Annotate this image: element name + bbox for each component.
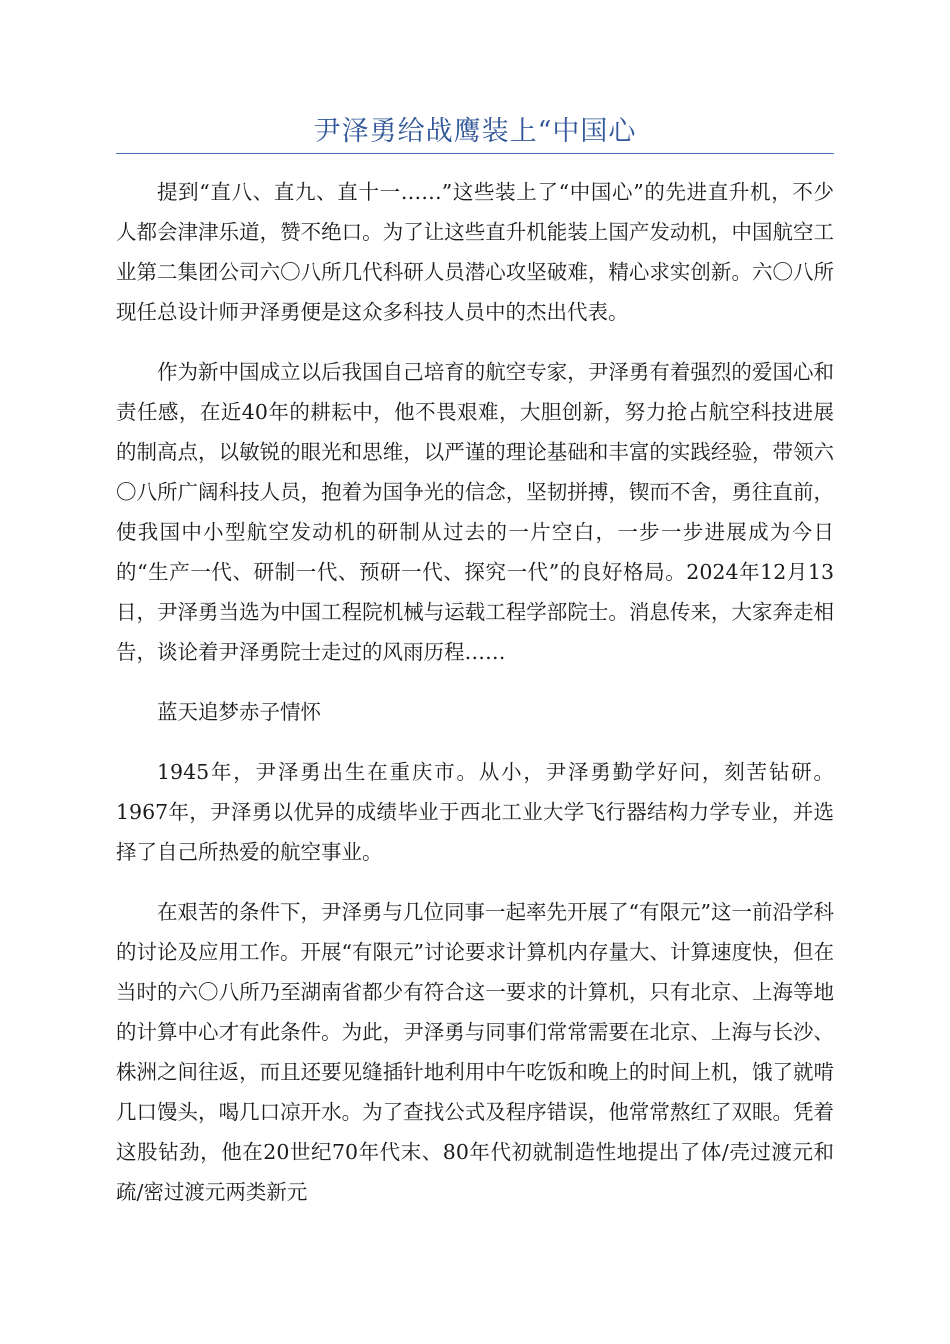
document-title: 尹泽勇给战鹰装上“中国心 [313,116,637,147]
paragraph: 提到“直八、直九、直十一……”这些装上了“中国心”的先进直升机，不少人都会津津乐道，赞不绝口。为了让这些直升机能装上国产发动机，中国航空工业第二集团公司六〇八所几代科研人员潜心攻坚破难，精心求实创新。六〇八所现任总设计师尹泽勇便是这众多科技人员中的杰出代表。 [116,180,834,324]
paragraph: 作为新中国成立以后我国自己培育的航空专家，尹泽勇有着强烈的爱国心和责任感，在近40年的耕耘中，他不畏艰难，大胆创新，努力抢占航空科技进展的制高点，以敏锐的眼光和思维，以严谨的理论基础和丰富的实践经验，带领六〇八所广阔科技人员，抱着为国争光的信念，坚韧拼搏，锲而不舍，勇往直前，使我国中小型航空发动机的研制从过去的一片空白，一步一步进展成为今日的“生产一代、研制一代、预研一代、探究一代”的良好格局。2024年12月13日，尹泽勇当选为中国工程院机械与运载工程学部院士。消息传来，大家奔走相告，谈论着尹泽勇院士走过的风雨历程…… [116,360,834,664]
section-heading: 蓝天追梦赤子情怀 [157,700,321,724]
paragraph: 在艰苦的条件下，尹泽勇与几位同事一起率先开展了“有限元”这一前沿学科的讨论及应用工作。开展“有限元”讨论要求计算机内存量大、计算速度快，但在当时的六〇八所乃至湖南省都少有符合这一要求的计算机，只有北京、上海等地的计算中心才有此条件。为此，尹泽勇与同事们常常需要在北京、上海与长沙、株洲之间往返，而且还要见缝插针地利用中午吃饭和晚上的时间上机，饿了就啃几口馒头，喝几口凉开水。为了查找公式及程序错误，他常常熬红了双眼。凭着这股钻劲，他在20世纪70年代末、80年代初就制造性地提出了体/壳过渡元和疏/密过渡元两类新元 [116,900,834,1204]
document-body [116,172,834,1232]
title-underline [116,153,834,154]
paragraph: 1945年，尹泽勇出生在重庆市。从小，尹泽勇勤学好问，刻苦钻研。1967年，尹泽勇以优异的成绩毕业于西北工业大学飞行器结构力学专业，并选择了自己所热爱的航空事业。 [116,760,834,864]
